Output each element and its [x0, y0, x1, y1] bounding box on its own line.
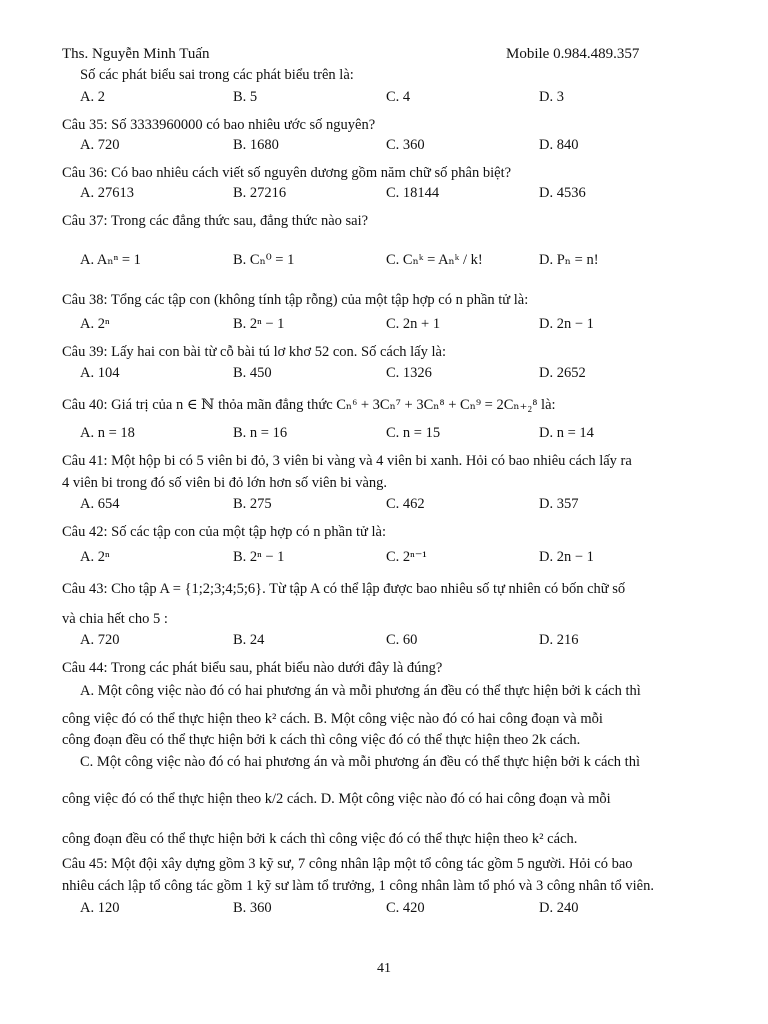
answer-options — [80, 89, 740, 109]
option-b: B. 5 — [233, 89, 258, 105]
option-b: B. 1680 — [233, 137, 279, 153]
option-d: D. 840 — [539, 137, 579, 153]
option-c: C. 2n + 1 — [386, 316, 441, 332]
option-a: A. 27613 — [80, 185, 134, 201]
question-45-cont: nhiêu cách lập tổ công tác gồm 1 kỹ sư làm tổ trưởng, 1 công nhân làm tổ phó và 3 công nhân tổ viên. — [62, 878, 654, 894]
question-41-cont: 4 viên bi trong đó số viên bi đỏ lớn hơn số viên bi vàng. — [62, 475, 388, 491]
question-42: Câu 42: Số các tập con của một tập hợp có n phần tử là: — [62, 524, 386, 540]
option-d: D. 4536 — [539, 185, 586, 201]
mobile-number: Mobile 0.984.489.357 — [506, 46, 640, 62]
option-b: B. n = 16 — [233, 425, 288, 441]
option-b: B. 360 — [233, 900, 272, 916]
question-45: Câu 45: Một đội xây dựng gồm 3 kỹ sư, 7 công nhân lập một tổ công tác gồm 5 người. Hỏi có bao — [62, 856, 633, 872]
option-c: C. 18144 — [386, 185, 440, 201]
option-b: B. 2ⁿ − 1 — [233, 316, 285, 332]
question-stem: Số các phát biểu sai trong các phát biểu trên là: — [80, 67, 354, 83]
option-a: A. Aₙⁿ = 1 — [80, 252, 141, 268]
option-d: D. n = 14 — [539, 425, 594, 441]
option-d: D. 240 — [539, 900, 579, 916]
option-d: D. 3 — [539, 89, 564, 105]
option-a: A. 2ⁿ — [80, 316, 110, 332]
question-44-line-3: công đoạn đều có thể thực hiện bởi k cách thì công việc đó có thể thực hiện theo 2k cách. — [62, 732, 581, 748]
option-c: C. 420 — [386, 900, 425, 916]
answer-options — [80, 185, 740, 205]
question-44-line-5: công việc đó có thể thực hiện theo k/2 cách. D. Một công việc nào đó có hai công đoạn và mỗi — [62, 791, 611, 807]
option-d: D. 357 — [539, 496, 579, 512]
question-36: Câu 36: Có bao nhiêu cách viết số nguyên dương gồm năm chữ số phân biệt? — [62, 165, 512, 181]
option-d: D. 2652 — [539, 365, 586, 381]
question-43-cont: và chia hết cho 5 : — [62, 611, 168, 627]
answer-options — [80, 425, 740, 445]
option-c: C. 4 — [386, 89, 411, 105]
question-38: Câu 38: Tổng các tập con (không tính tập rỗng) của một tập hợp có n phần tử là: — [62, 292, 529, 308]
option-b: B. Cₙ⁰ = 1 — [233, 252, 295, 268]
question-44-line-4: C. Một công việc nào đó có hai phương án và mỗi phương án đều có thể thực hiện bởi k cách thì — [80, 754, 640, 770]
option-c: C. 1326 — [386, 365, 432, 381]
option-b: B. 2ⁿ − 1 — [233, 549, 285, 565]
page-number: 41 — [377, 961, 391, 976]
question-43: Câu 43: Cho tập A = {1;2;3;4;5;6}. Từ tập A có thể lập được bao nhiêu số tự nhiên có bốn chữ số — [62, 581, 626, 597]
question-44: Câu 44: Trong các phát biểu sau, phát biểu nào dưới đây là đúng? — [62, 660, 443, 676]
option-d: D. 2n − 1 — [539, 549, 594, 565]
page-header — [62, 46, 662, 63]
option-d: D. 216 — [539, 632, 579, 648]
question-35: Câu 35: Số 3333960000 có bao nhiêu ước số nguyên? — [62, 117, 376, 133]
option-a: A. 104 — [80, 365, 120, 381]
option-d: D. 2n − 1 — [539, 316, 594, 332]
option-a: A. 720 — [80, 632, 120, 648]
option-a: A. n = 18 — [80, 425, 135, 441]
option-b: B. 27216 — [233, 185, 287, 201]
author-name: Ths. Nguyễn Minh Tuấn — [62, 46, 210, 62]
option-b: B. 24 — [233, 632, 265, 648]
question-40: Câu 40: Giá trị của n ∈ ℕ thỏa mãn đẳng thức Cₙ⁶ + 3Cₙ⁷ + 3Cₙ⁸ + Cₙ⁹ = 2Cₙ₊₂⁸ là: — [62, 397, 556, 413]
option-c: C. 60 — [386, 632, 418, 648]
answer-options — [80, 632, 740, 652]
option-b: B. 275 — [233, 496, 272, 512]
question-44-line-6: công đoạn đều có thể thực hiện bởi k cách thì công việc đó có thể thực hiện theo k² cách. — [62, 831, 578, 847]
option-a: A. 2 — [80, 89, 105, 105]
question-44-line-1: A. Một công việc nào đó có hai phương án và mỗi phương án đều có thể thực hiện bởi k cách thì — [80, 683, 641, 699]
option-b: B. 450 — [233, 365, 272, 381]
question-41: Câu 41: Một hộp bi có 5 viên bi đỏ, 3 viên bi vàng và 4 viên bi xanh. Hỏi có bao nhiêu cách lấy ra — [62, 453, 632, 469]
option-a: A. 720 — [80, 137, 120, 153]
answer-options — [80, 137, 740, 157]
answer-options — [80, 549, 740, 569]
option-c: C. 360 — [386, 137, 425, 153]
answer-options — [80, 316, 740, 336]
option-c: C. Cₙᵏ = Aₙᵏ / k! — [386, 252, 483, 268]
question-44-line-2: công việc đó có thể thực hiện theo k² cách. B. Một công việc nào đó có hai công đoạn và mỗi — [62, 711, 603, 727]
option-c: C. n = 15 — [386, 425, 441, 441]
answer-options — [80, 496, 740, 516]
option-c: C. 2ⁿ⁻¹ — [386, 549, 427, 565]
question-37: Câu 37: Trong các đẳng thức sau, đẳng thức nào sai? — [62, 213, 369, 229]
option-a: A. 2ⁿ — [80, 549, 110, 565]
answer-options — [80, 900, 740, 920]
option-a: A. 654 — [80, 496, 120, 512]
option-d: D. Pₙ = n! — [539, 252, 599, 268]
answer-options — [80, 252, 740, 272]
answer-options — [80, 365, 740, 385]
question-39: Câu 39: Lấy hai con bài từ cỗ bài tú lơ khơ 52 con. Số cách lấy là: — [62, 344, 446, 360]
option-c: C. 462 — [386, 496, 425, 512]
option-a: A. 120 — [80, 900, 120, 916]
